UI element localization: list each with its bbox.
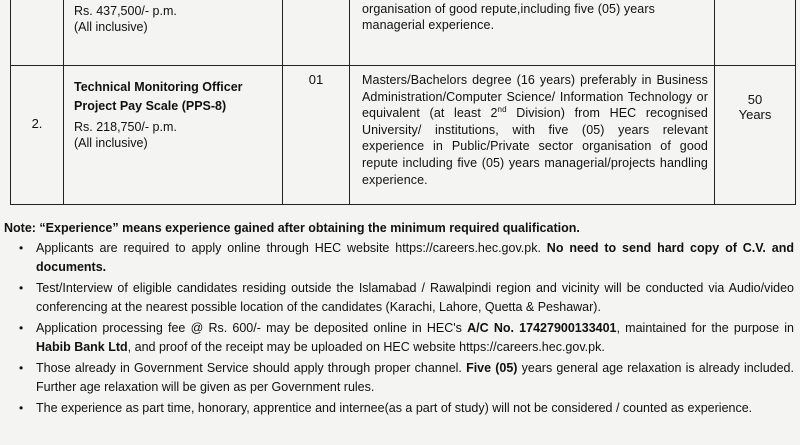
qualification-line: organisation of good repute,including five (05) years — [362, 1, 655, 16]
qualification-line: managerial experience. — [362, 18, 495, 33]
serial-number-cell — [11, 0, 64, 66]
list-item: • Test/Interview of eligible candidates residing outside the Islamabad / Rawalpindi region and vicinity will be conducted via Audio/video conferencing at the nearest possible location of the candidates (Karachi, Lahore, Quetta & Peshawar). — [19, 281, 794, 314]
bullet-icon: • — [19, 241, 24, 255]
list-item: • Applicants are required to apply online through HEC website https://careers.hec.gov.pk. No need to send hard copy of C.V. and documents. — [19, 241, 794, 274]
age-value: 50 — [747, 92, 763, 107]
table-row — [11, 0, 796, 66]
pay-scale: Project Pay Scale (PPS-8) — [74, 99, 227, 113]
salary: Rs. 437,500/- p.m. — [74, 4, 177, 18]
age-cell — [715, 66, 796, 205]
list-item: • Those already in Government Service should apply through proper channel. Five (05) years general age relaxation is already included. Further age relaxation will be given as per Government rules. — [19, 361, 794, 394]
post-cell — [64, 66, 283, 205]
qualification-cell — [350, 66, 715, 205]
list-item: • Application processing fee @ Rs. 600/- may be deposited online in HEC's A/C No. 17427900133401, maintained for the purpose in Habib Bank Ltd, and proof of the receipt may be uploaded on HEC website https://careers.hec.gov.pk. — [19, 321, 794, 354]
bullet-icon: • — [19, 361, 24, 375]
bullet-icon: • — [19, 401, 24, 415]
bullet-icon: • — [19, 321, 24, 335]
quantity: 01 — [308, 72, 324, 87]
job-positions-table — [10, 0, 796, 205]
list-item: • The experience as part time, honorary, apprentice and internee(as a part of study) will not be considered / counted as experience. — [0, 399, 800, 418]
qualification-cell — [350, 0, 715, 66]
quantity-cell — [283, 66, 350, 205]
post-title: Technical Monitoring Officer — [74, 80, 243, 94]
quantity-cell — [283, 0, 350, 66]
bullet-icon: • — [19, 281, 24, 295]
age-cell — [715, 0, 796, 66]
inclusive-note: (All inclusive) — [74, 20, 148, 34]
instructions-list — [0, 239, 800, 420]
salary: Rs. 218,750/- p.m. — [74, 120, 177, 134]
post-cell — [64, 0, 283, 66]
serial-number-cell — [11, 66, 64, 205]
table-row — [11, 66, 796, 205]
qualification-text: Masters/Bachelors degree (16 years) preferably in Business Administration/Computer Science/ Information Technology or equivalent (at least 2nd Division) from HEC recognised University/ institutions, with five (05) years relevant experience in Public/Private sector organisation of good repute including five (05) years managerial/projects handling experience. — [362, 73, 708, 187]
experience-note: Note: “Experience” means experience gained after obtaining the minimum required qualification. — [4, 221, 580, 235]
serial-number: 2. — [31, 116, 43, 131]
inclusive-note: (All inclusive) — [74, 136, 148, 150]
age-unit: Years — [738, 107, 772, 122]
